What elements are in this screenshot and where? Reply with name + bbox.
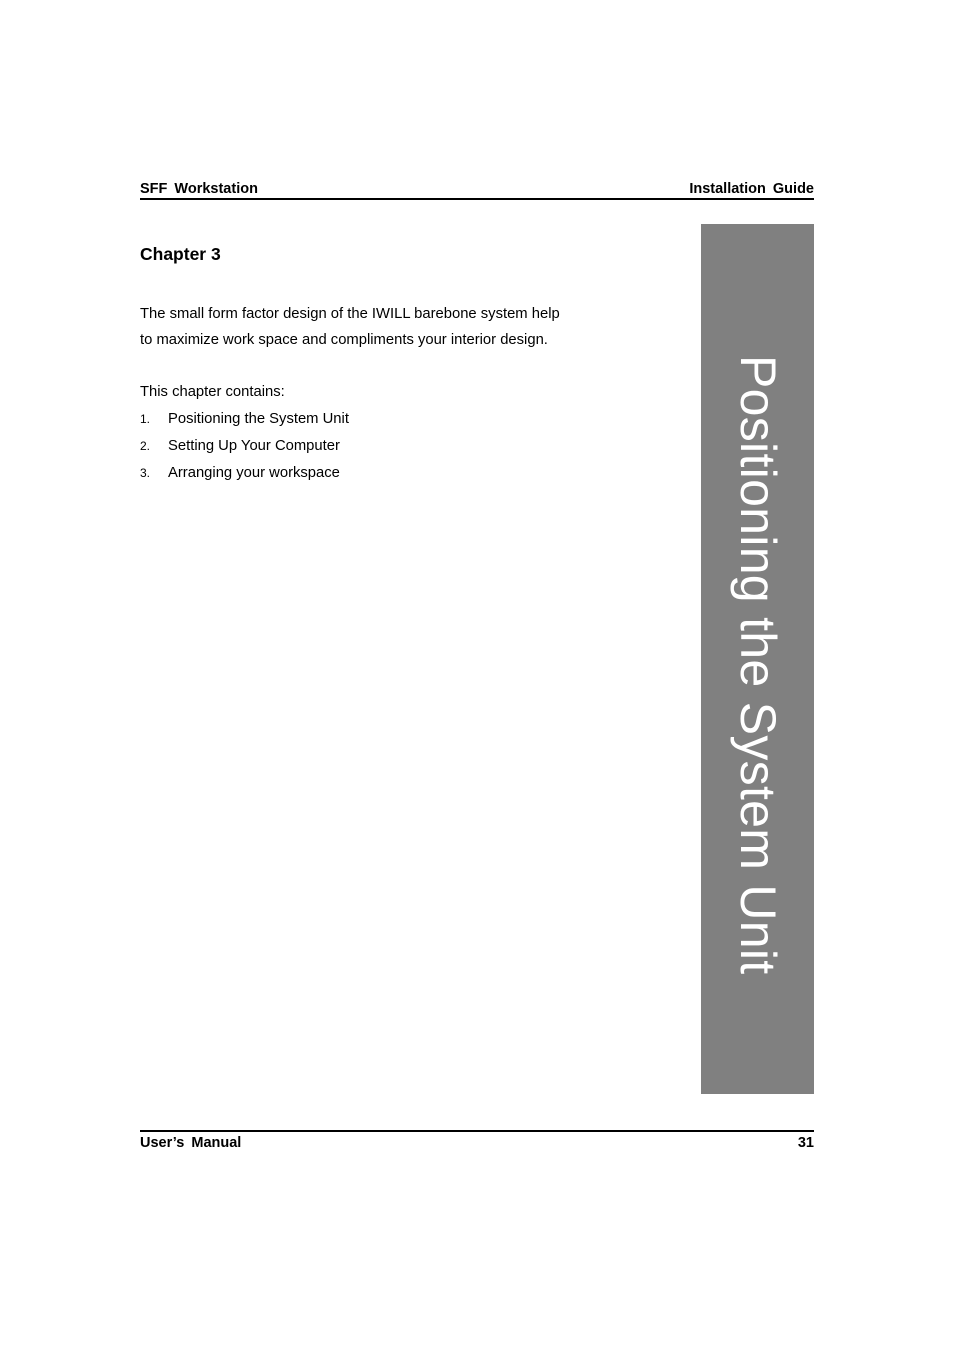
chapter-side-tab [701, 224, 814, 1094]
list-item-number: 1. [140, 412, 151, 426]
list-item-label: Arranging your workspace [168, 465, 340, 481]
list-item [140, 462, 349, 489]
intro-line: to maximize work space and compliments your interior design. [140, 332, 548, 348]
footer-title: User’s Manual [140, 1135, 242, 1151]
list-item [140, 408, 349, 435]
list-item [140, 435, 349, 462]
header-section: Installation Guide [689, 181, 814, 197]
list-item-number: 2. [140, 439, 151, 453]
side-tab-title: Positioning the System Unit [730, 355, 786, 975]
chapter-intro [140, 301, 620, 353]
page-number: 31 [797, 1135, 814, 1151]
page-footer [140, 1130, 814, 1154]
contains-label: This chapter contains: [140, 384, 285, 400]
chapter-title: Chapter 3 [140, 244, 221, 264]
list-item-label: Setting Up Your Computer [168, 438, 340, 454]
header-title: SFF Workstation [140, 181, 258, 197]
list-item-label: Positioning the System Unit [168, 411, 349, 427]
chapter-contents-list [140, 408, 349, 489]
page-header [140, 180, 814, 200]
list-item-number: 3. [140, 466, 151, 480]
intro-line: The small form factor design of the IWILL barebone system help [140, 306, 560, 322]
